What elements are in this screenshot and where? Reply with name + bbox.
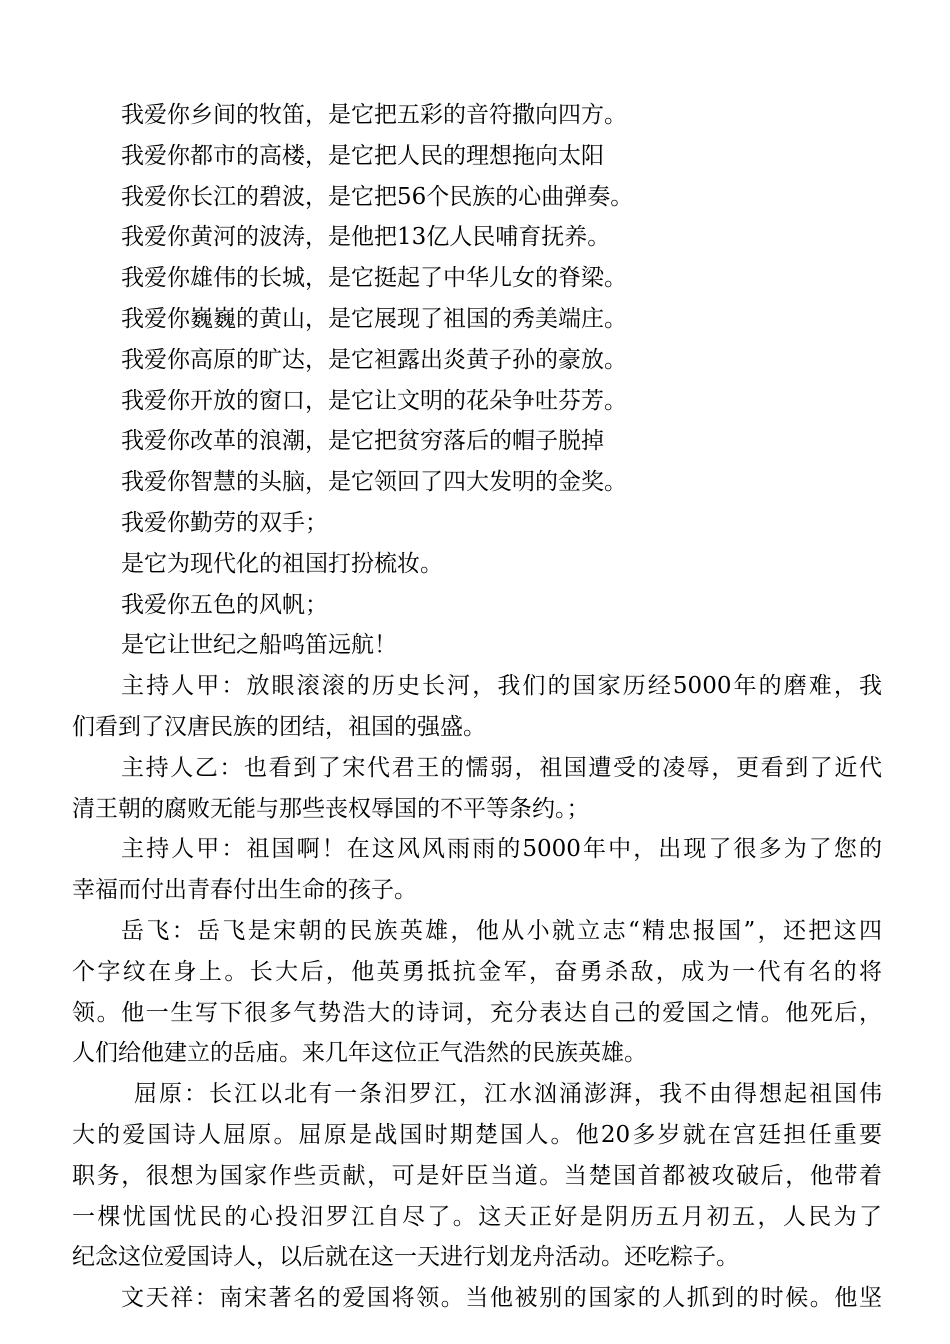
yue-fei-paragraph-line-4: 人们给他建立的岳庙。来几年这位正气浩然的民族英雄。 <box>72 1040 647 1067</box>
poem-line-8: 我爱你开放的窗口，是它让文明的花朵争吐芬芳。 <box>121 387 627 414</box>
yue-fei-paragraph-line-2: 个字纹在身上。长大后，他英勇抵抗金军，奋勇杀敌，成为一代有名的将 <box>72 958 882 985</box>
host-b-paragraph-line-1: 主持人乙：也看到了宋代君王的懦弱，祖国遭受的凌辱，更看到了近代 <box>121 754 882 781</box>
wen-tianxiang-paragraph-line-1: 文天祥：南宋著名的爱国将领。当他被别的国家的人抓到的时候。他坚 <box>121 1285 882 1312</box>
poem-line-11: 我爱你勤劳的双手； <box>121 509 328 536</box>
poem-line-3: 我爱你长江的碧波，是它把56个民族的心曲弹奏。 <box>121 183 634 210</box>
poem-line-14: 是它让世纪之船鸣笛远航！ <box>121 632 397 659</box>
poem-line-4: 我爱你黄河的波涛，是他把13亿人民哺育抚养。 <box>121 224 611 251</box>
yue-fei-paragraph-line-3: 领。他一生写下很多气势浩大的诗词，充分表达自己的爱国之情。他死后， <box>72 999 882 1026</box>
poem-line-13: 我爱你五色的风帆； <box>121 591 328 618</box>
qu-yuan-paragraph-line-4: 一棵忧国忧民的心投汨罗江自尽了。这天正好是阴历五月初五，人民为了 <box>72 1203 882 1230</box>
poem-line-12: 是它为现代化的祖国打扮梳妆。 <box>121 550 443 577</box>
document-body <box>72 95 882 1319</box>
yue-fei-paragraph-line-1: 岳飞：岳飞是宋朝的民族英雄，他从小就立志“精忠报国”，还把这四 <box>121 917 882 944</box>
qu-yuan-paragraph-line-2: 大的爱国诗人屈原。屈原是战国时期楚国人。他20多岁就在宫廷担任重要 <box>72 1121 882 1148</box>
host-a-second-paragraph-line-1: 主持人甲：祖国啊！在这风风雨雨的5000年中，出现了很多为了您的 <box>121 836 882 863</box>
poem-line-2: 我爱你都市的高楼，是它把人民的理想拖向太阳 <box>121 142 604 169</box>
host-b-paragraph-line-2: 清王朝的腐败无能与那些丧权辱国的不平等条约。； <box>72 795 590 822</box>
host-a-paragraph-line-2: 们看到了汉唐民族的团结，祖国的强盛。 <box>72 713 486 740</box>
poem-line-5: 我爱你雄伟的长城，是它挺起了中华儿女的脊梁。 <box>121 265 627 292</box>
qu-yuan-paragraph-line-5: 纪念这位爱国诗人，以后就在这一天进行划龙舟活动。还吃粽子。 <box>72 1244 739 1271</box>
poem-line-7: 我爱你高原的旷达，是它袒露出炎黄子孙的豪放。 <box>121 346 627 373</box>
poem-line-1: 我爱你乡间的牧笛，是它把五彩的音符撒向四方。 <box>121 102 627 128</box>
host-a-second-paragraph-line-2: 幸福而付出青春付出生命的孩子。 <box>72 877 417 904</box>
qu-yuan-paragraph-line-3: 职务，很想为国家作些贡献，可是奸臣当道。当楚国首都被攻破后，他带着 <box>72 1162 882 1189</box>
poem-line-6: 我爱你巍巍的黄山，是它展现了祖国的秀美端庄。 <box>121 305 627 332</box>
poem-line-9: 我爱你改革的浪潮，是它把贫穷落后的帽子脱掉 <box>121 428 604 455</box>
host-a-paragraph-line-1: 主持人甲：放眼滚滚的历史长河，我们的国家历经5000年的磨难，我 <box>121 673 882 700</box>
qu-yuan-paragraph-line-1: 屈原：长江以北有一条汨罗江，江水汹涌澎湃，我不由得想起祖国伟 <box>134 1081 882 1108</box>
poem-line-10: 我爱你智慧的头脑，是它领回了四大发明的金奖。 <box>121 469 627 496</box>
